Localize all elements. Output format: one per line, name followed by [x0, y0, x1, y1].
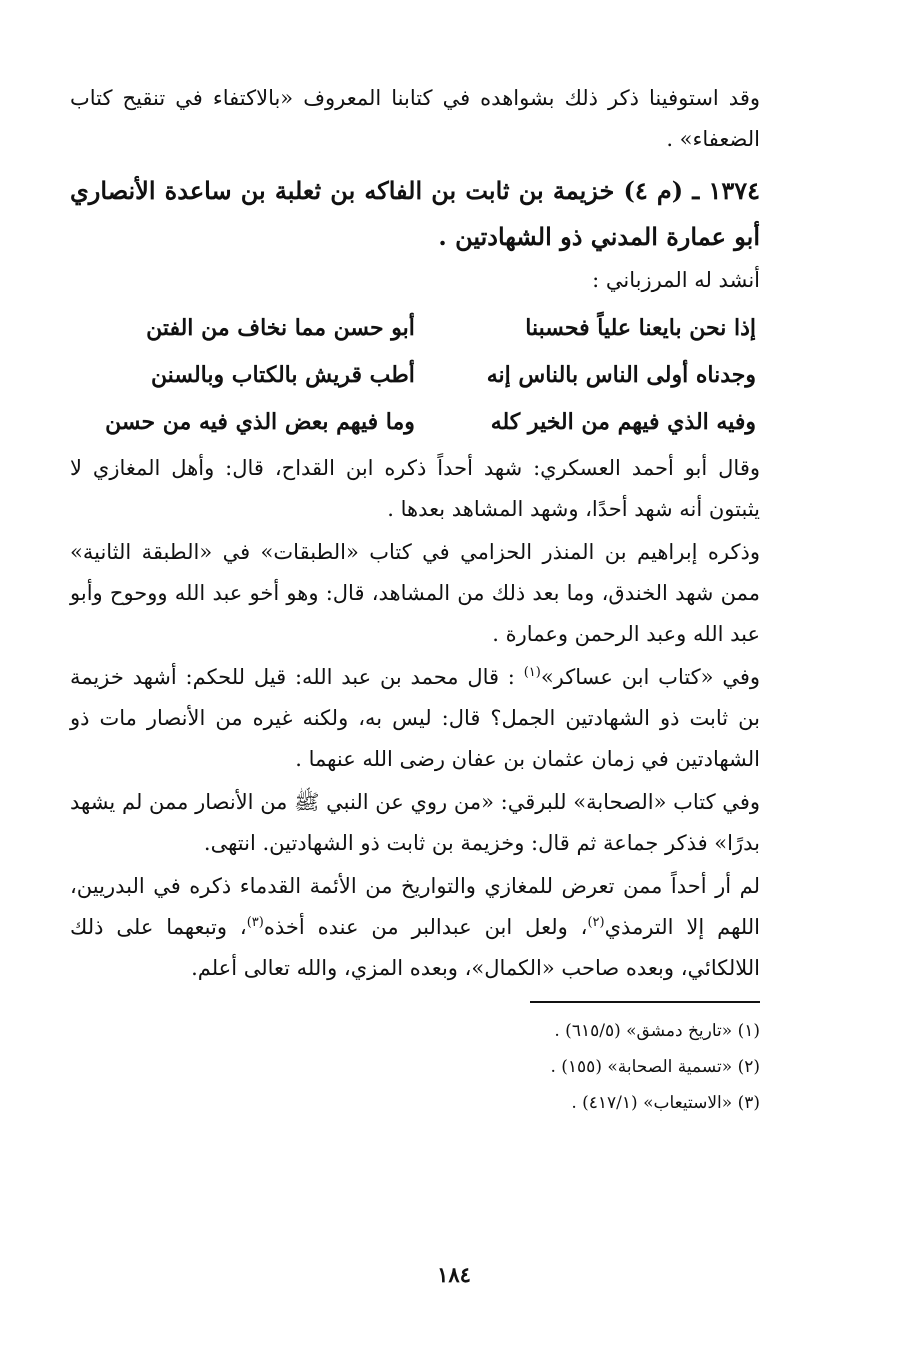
verse-line: [70, 352, 760, 399]
footnote-ref-1[interactable]: (١): [523, 665, 541, 680]
poem: [70, 305, 760, 446]
verse-line: [70, 399, 760, 446]
verse-second-hemistich: أطب قريش بالكتاب وبالسنن: [150, 362, 415, 388]
book-page: [70, 78, 760, 1318]
footnote-ref-3[interactable]: (٣): [246, 915, 264, 930]
footnote-separator: [530, 1001, 760, 1003]
final-text-2: ، ولعل ابن عبدالبر من عنده أخذه: [263, 915, 588, 939]
asakir-text-rest: : قال محمد بن عبد الله: قيل للحكم: أشهد خزيمة بن ثابت ذو الشهادتين الجمل؟ قال: ليس به، ولكنه غيره من الأنصار مات ذو الشهادتين في زمان عثمان بن عفان رضى الله عنهما .: [70, 665, 760, 771]
final-text-1: لم أر أحداً ممن تعرض للمغازي والتواريخ من الأئمة القدماء ذكره في البدريين، اللهم إلا الترمذي: [70, 874, 760, 939]
asakir-text-start: وفي «كتاب ابن عساكر»: [540, 665, 760, 689]
askari-paragraph: وقال أبو أحمد العسكري: شهد أحداً ذكره ابن القداح، قال: وأهل المغازي لا يثبتون أنه شهد أحدًا، وشهد المشاهد بعدها .: [70, 456, 760, 521]
asakir-paragraph: [70, 657, 760, 780]
poem-intro: أنشد له المرزباني :: [592, 268, 760, 292]
footnote-2: (٢) «تسمية الصحابة» (١٥٥) .: [550, 1057, 760, 1077]
page-number: ١٨٤: [437, 1262, 471, 1287]
verse-second-hemistich: وما فيهم بعض الذي فيه من حسن: [105, 409, 415, 435]
verse-line: [70, 305, 760, 352]
footnote-1: (١) «تاريخ دمشق» (٦١٥/٥) .: [554, 1021, 760, 1041]
verse-second-hemistich: أبو حسن مما نخاف من الفتن: [146, 315, 415, 341]
footnote-3: (٣) «الاستيعاب» (٤١٧/١) .: [571, 1093, 760, 1113]
footnote-ref-2[interactable]: (٢): [587, 915, 605, 930]
hizami-paragraph: وذكره إبراهيم بن المنذر الحزامي في كتاب «الطبقات» في «الطبقة الثانية» ممن شهد الخندق، وما بعد ذلك من المشاهد، قال: وهو أخو عبد الله ووحوح وأبو عبد الله وعبد الرحمن وعمارة .: [70, 540, 760, 646]
final-paragraph: [70, 866, 760, 989]
verse-first-hemistich: إذا نحن بايعنا علياً فحسبنا: [525, 315, 756, 341]
barqi-paragraph: وفي كتاب «الصحابة» للبرقي: «من روي عن النبي ﷺ من الأنصار ممن لم يشهد بدرًا» فذكر جماعة ثم قال: وخزيمة بن ثابت ذو الشهادتين. انتهى.: [70, 790, 760, 855]
final-text-3: ، وتبعهما على ذلك اللالكائي، وبعده صاحب «الكمال»، وبعده المزي، والله تعالى أعلم.: [70, 915, 760, 980]
footnotes: [70, 1013, 760, 1121]
verse-first-hemistich: وجدناه أولى الناس بالناس إنه: [486, 362, 756, 388]
verse-first-hemistich: وفيه الذي فيهم من الخير كله: [490, 409, 756, 435]
intro-paragraph: وقد استوفينا ذكر ذلك بشواهده في كتابنا المعروف «بالاكتفاء في تنقيح كتاب الضعفاء» .: [70, 86, 760, 151]
entry-heading: ١٣٧٤ ـ (م ٤) خزيمة بن ثابت بن الفاكه بن ثعلبة بن ساعدة الأنصاري أبو عمارة المدني ذو الشهادتين .: [70, 176, 761, 251]
